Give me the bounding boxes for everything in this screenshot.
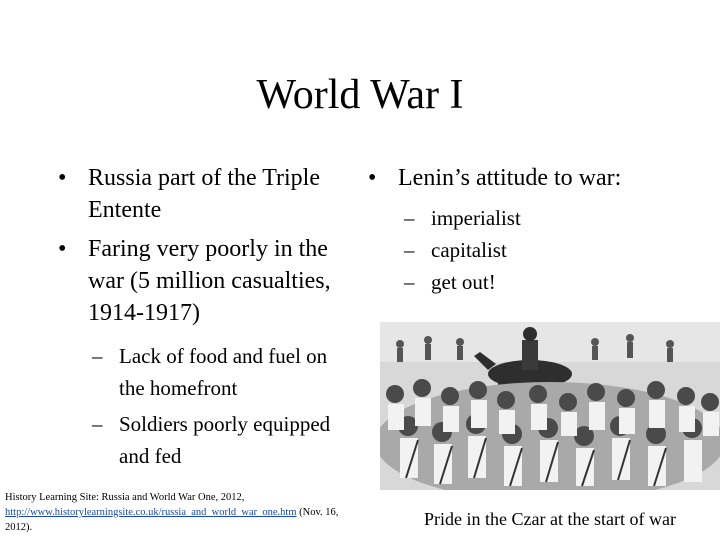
citation-prefix: History Learning Site: Russia and World War One, 2012, — [5, 492, 245, 503]
soldiers-photo-illustration — [380, 322, 720, 490]
subpoint-imperialist — [404, 202, 678, 234]
dash-marker: – — [92, 412, 103, 436]
bullet-marker: • — [368, 165, 377, 191]
soldiers-photo — [380, 322, 720, 490]
bullet-faring — [58, 233, 358, 329]
slide-title: World War I — [256, 72, 464, 118]
subpoint-text: imperialist — [431, 206, 521, 230]
bullet-text: Lenin’s attitude to war: — [398, 165, 622, 191]
subpoint-text: Lack of food and fuel on the homefront — [119, 344, 328, 400]
dash-marker: – — [92, 344, 103, 368]
citation-suffix: (Nov. 16, 2012). — [5, 507, 339, 533]
dash-marker: – — [404, 238, 415, 262]
dash-marker: – — [404, 270, 415, 294]
bullet-text: Russia part of the Triple Entente — [88, 165, 320, 223]
bullet-text: Faring very poorly in the war (5 million casualties, 1914-1917) — [88, 236, 331, 326]
right-column — [368, 162, 678, 298]
right-subpoint-list — [404, 202, 678, 298]
subpoint-capitalist — [404, 234, 678, 266]
bullet-marker: • — [58, 165, 67, 191]
subpoint-get-out — [404, 266, 678, 298]
source-citation — [5, 490, 345, 535]
bullet-lenin — [368, 162, 678, 194]
subpoint-text: capitalist — [431, 238, 507, 262]
left-bullet-list — [58, 162, 358, 336]
left-subpoint-list — [92, 340, 352, 476]
citation-link[interactable]: http://www.historylearningsite.co.uk/russia_and_world_war_one.htm — [5, 507, 297, 518]
subpoint-text: Soldiers poorly equipped and fed — [119, 412, 331, 468]
bullet-entente — [58, 162, 358, 226]
subpoint-text: get out! — [431, 270, 496, 294]
subpoint-soldiers — [92, 408, 352, 472]
photo-caption: Pride in the Czar at the start of war — [424, 509, 676, 529]
dash-marker: – — [404, 206, 415, 230]
bullet-marker: • — [58, 236, 67, 262]
subpoint-food-fuel — [92, 340, 352, 404]
